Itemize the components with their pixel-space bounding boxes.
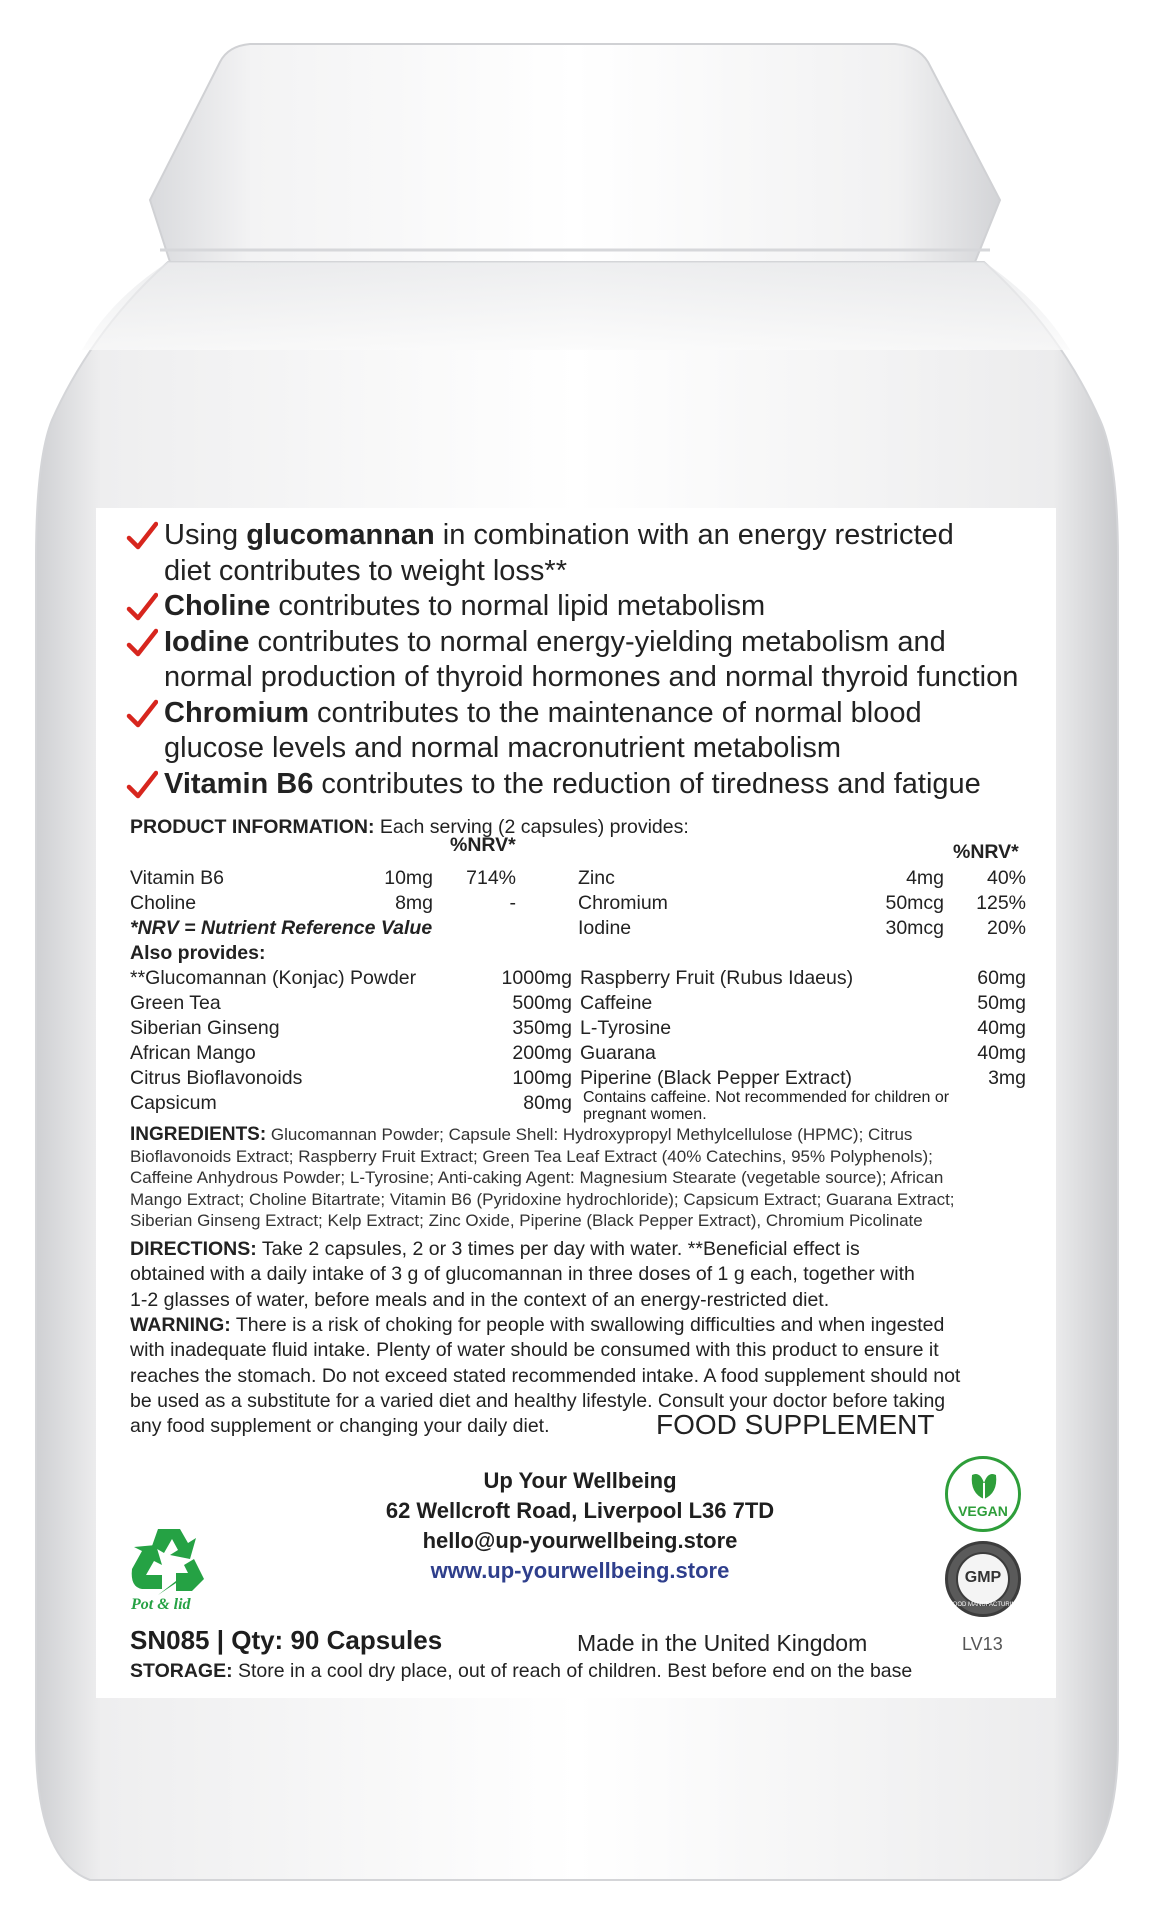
- checkmark-icon: [126, 769, 158, 801]
- extract-amount: 200mg: [512, 1042, 572, 1064]
- extract-amount: 40mg: [977, 1017, 1026, 1039]
- nutrient-name: Chromium: [578, 892, 668, 914]
- nrv-header-left: %NRV*: [450, 834, 516, 856]
- extract-amount: 350mg: [512, 1017, 572, 1039]
- checkmark-icon: [126, 698, 158, 730]
- storage-text: STORAGE: Store in a cool dry place, out of reach of children. Best before end on the base: [130, 1660, 913, 1682]
- caffeine-warning: Contains caffeine. Not recommended for children or pregnant women.: [583, 1089, 950, 1123]
- extract-name: **Glucomannan (Konjac) Powder: [130, 967, 417, 989]
- extract-amount: 40mg: [977, 1042, 1026, 1064]
- health-claims: [126, 518, 1046, 802]
- checkmark-icon: [126, 591, 158, 623]
- claim-choline: Choline contributes to normal lipid metabolism: [126, 589, 1046, 625]
- also-provides-heading: Also provides:: [130, 942, 266, 964]
- extract-amount: 1000mg: [501, 967, 572, 989]
- extract-name: Siberian Ginseng: [130, 1017, 280, 1039]
- nutrient-nrv: 40%: [986, 867, 1026, 889]
- gmp-badge: GOOD MANUFACTURING PRACTICE GMP: [945, 1541, 1021, 1617]
- checkmark-icon: [126, 520, 158, 552]
- extract-name: Raspberry Fruit (Rubus Idaeus): [580, 967, 854, 989]
- claim-glucomannan: Using glucomannan in combination with an energy restricted diet contributes to weight loss**: [126, 518, 1046, 589]
- lot-code: LV13: [962, 1634, 1003, 1654]
- extract-amount: 80mg: [523, 1092, 572, 1114]
- nutrient-name: Vitamin B6: [130, 867, 224, 889]
- claim-iodine: Iodine contributes to normal energy-yielding metabolism and normal production of thyroid hormones and normal thyroid function: [126, 625, 1046, 696]
- nutrient-nrv: 125%: [976, 892, 1026, 914]
- nutrient-amount: 30mcg: [885, 917, 944, 939]
- extract-name: Green Tea: [130, 992, 221, 1014]
- nutrient-nrv: 714%: [466, 867, 516, 889]
- extract-amount: 500mg: [512, 992, 572, 1014]
- company-address: [300, 1466, 860, 1586]
- directions-text: DIRECTIONS: Take 2 capsules, 2 or 3 times per day with water. **Beneficial effect is obtained with a daily intake of 3 g of glucomannan in three doses of 1 g each, together with 1-2 glasses of water, before meals and in the context of an energy-restricted diet.: [130, 1238, 915, 1311]
- nrv-header-right: %NRV*: [953, 841, 1019, 863]
- recycle-icon: [128, 1525, 210, 1595]
- extract-amount: 50mg: [977, 992, 1026, 1014]
- food-supplement-label: FOOD SUPPLEMENT: [656, 1409, 935, 1440]
- leaf-icon: [966, 1469, 1002, 1501]
- extract-amount: 60mg: [977, 967, 1026, 989]
- nutrient-nrv: -: [509, 892, 516, 914]
- nutrient-name: Zinc: [578, 867, 615, 889]
- extract-amount: 3mg: [988, 1067, 1026, 1089]
- vegan-badge: VEGAN: [945, 1456, 1021, 1532]
- claim-chromium: Chromium contributes to the maintenance of normal blood glucose levels and normal macronutrient metabolism: [126, 696, 1046, 767]
- nutrient-nrv: 20%: [986, 917, 1026, 939]
- nutrient-amount: 8mg: [395, 892, 433, 914]
- nrv-note: *NRV = Nutrient Reference Value: [130, 917, 433, 939]
- ingredients-text: INGREDIENTS: Glucomannan Powder; Capsule Shell: Hydroxypropyl Methylcellulose (HPMC); Citrus Bioflavonoids Extract; Raspberry Fruit Extract; Green Tea Leaf Extract (40% Catechins, 95% Polyphenols); Caffeine Anhydrous Powder; L-Tyrosine; Anti-caking Agent: Magnesium Stearate (vegetable source); African Mango Extract; Choline Bitartrate; Vitamin B6 (Pyridoxine hydrochloride); Capsicum Extract; Guarana Extract; Siberian Ginseng Extract; Kelp Extract; Zinc Oxide, Piperine (Black Pepper Extract), Chromium Picolinate: [130, 1124, 955, 1230]
- warning-text: WARNING: There is a risk of choking for people with swallowing difficulties and when ingested with inadequate fluid intake. Plenty of water should be consumed with this product to ensure it reaches the stomach. Do not exceed stated recommended intake. A food supplement should not be used as a substitute for a varied diet and healthy lifestyle. Consult your doctor before taking any food supplement or changing your daily diet.: [130, 1314, 961, 1438]
- nutrient-amount: 50mcg: [885, 892, 944, 914]
- gmp-ring-text: GOOD MANUFACTURING PRACTICE: [948, 1602, 1053, 1608]
- checkmark-icon: [126, 627, 158, 659]
- extract-name: African Mango: [130, 1042, 256, 1064]
- extract-name: Citrus Bioflavonoids: [130, 1067, 303, 1089]
- company-name: Up Your Wellbeing: [483, 1468, 677, 1493]
- extract-name: Caffeine: [580, 992, 653, 1014]
- company-website: www.up-yourwellbeing.store: [430, 1558, 730, 1583]
- nutrient-name: Choline: [130, 892, 197, 914]
- claim-vitamin-b6: Vitamin B6 contributes to the reduction of tiredness and fatigue: [126, 767, 1046, 803]
- extract-name: L-Tyrosine: [580, 1017, 672, 1039]
- nutrient-amount: 10mg: [384, 867, 433, 889]
- product-info-heading: PRODUCT INFORMATION: Each serving (2 capsules) provides:: [130, 816, 689, 838]
- company-street: 62 Wellcroft Road, Liverpool L36 7TD: [385, 1498, 775, 1523]
- origin-text: Made in the United Kingdom: [577, 1630, 868, 1656]
- company-email: hello@up-yourwellbeing.store: [422, 1528, 738, 1553]
- extract-amount: 100mg: [512, 1067, 572, 1089]
- recycle-caption: Pot & lid: [131, 1596, 191, 1613]
- extract-name: Piperine (Black Pepper Extract): [580, 1067, 853, 1089]
- nutrient-amount: 4mg: [906, 867, 944, 889]
- extract-name: Guarana: [580, 1042, 656, 1064]
- nutrient-name: Iodine: [578, 917, 632, 939]
- extract-name: Capsicum: [130, 1092, 217, 1114]
- sku-quantity: SN085 | Qty: 90 Capsules: [130, 1625, 443, 1655]
